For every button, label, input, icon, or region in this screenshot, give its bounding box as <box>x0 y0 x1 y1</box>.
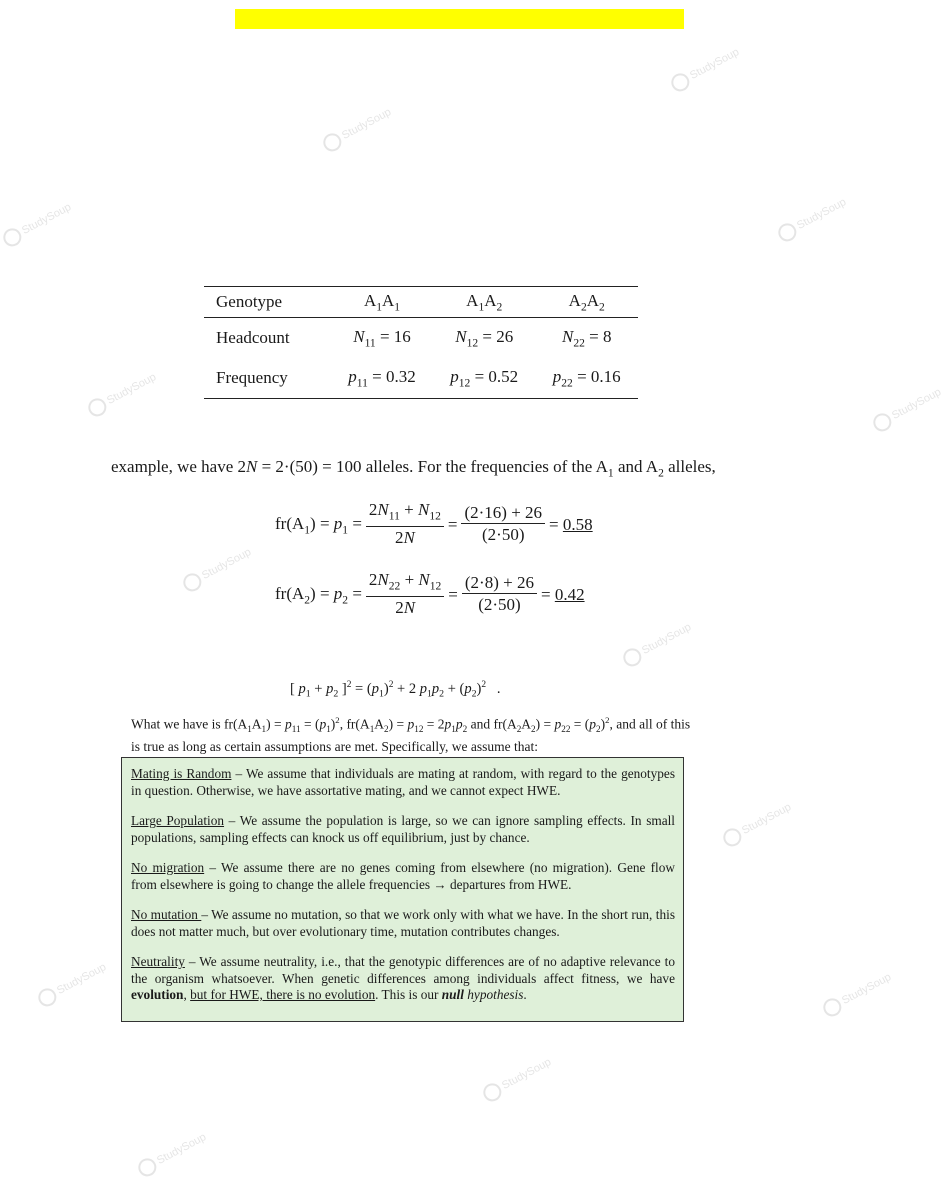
assumptions-intro: What we have is $fr(A_1A_1) = p_{11} = (p_1)^2$, $fr(A_1A_2) = p_{12} = 2p_1p_2$ and $fr(A_2A_2) = p_{22} = (p_2)^2$, and all of this is true as long as certain assumptions are met. Specifically, we assume that: <box>131 715 691 755</box>
watermark-text: StudySoup <box>740 801 794 837</box>
assumption-item <box>131 766 675 799</box>
watermark <box>0 198 75 249</box>
watermark-text: StudySoup <box>155 1131 209 1167</box>
underlined-phrase: but for HWE, there is no evolution <box>190 987 376 1002</box>
watermark <box>85 368 160 419</box>
assumption-text: . This is our <box>375 987 442 1002</box>
assumption-item <box>131 907 675 940</box>
table-cell: $N_{11} = 16$ <box>353 326 411 350</box>
assumption-text: – We assume neutrality, i.e., that the genotypic differences are of no adaptive relevance to the organism whatsoever. When genetic differences among individuals affect fitness, we have <box>131 954 675 986</box>
italic-term: hypothesis <box>463 987 524 1002</box>
table-cell: $p_{11} = 0.32$ <box>348 366 416 390</box>
watermark <box>135 1128 210 1179</box>
table-header: $A_1A_1$ <box>331 287 433 318</box>
watermark-text: StudySoup <box>840 971 894 1007</box>
fraction: $\frac{(2\cdot 8) + 26}{(2\cdot 50)}$ <box>462 573 537 616</box>
row-label: Headcount <box>216 328 290 347</box>
intro-sentence: example, we have 2N = 2·(50) = 100 alleles. For the frequencies of the $A_1$ and $A_2$ alleles, <box>111 457 716 480</box>
watermark-text: StudySoup <box>688 46 742 82</box>
watermark <box>620 618 695 669</box>
assumption-title: Mating is Random <box>131 766 232 781</box>
watermark-text: StudySoup <box>795 196 849 232</box>
assumption-text: – We assume no mutation, so that we work only with what we have. In the short run, this does not matter much, but over evolutionary time, mutation contributes changes. <box>131 907 675 939</box>
assumption-title: No mutation <box>131 907 202 922</box>
table-header-row <box>204 287 638 318</box>
watermark <box>180 543 255 594</box>
table-cell: $p_{22} = 0.16$ <box>552 366 621 390</box>
assumption-item <box>131 860 675 893</box>
assumption-item <box>131 813 675 846</box>
assumption-text: – We assume the population is large, so we can ignore sampling effects. In small populations, sampling effects can knock us off equilibrium, just by chance. <box>131 813 675 845</box>
fraction: $\frac{(2\cdot 16) + 26}{(2\cdot 50)}$ <box>461 503 545 546</box>
assumption-text: – We assume there are no genes coming from elsewhere (no migration). Gene flow from elsewhere is going to change the allele frequencies → departures from HWE. <box>131 860 675 892</box>
result-value: 0.42 <box>554 584 585 604</box>
table-cell: $N_{22} = 8$ <box>561 326 612 350</box>
bold-term: evolution <box>131 987 184 1002</box>
watermark-text: StudySoup <box>890 386 944 422</box>
highlight-bar <box>235 9 684 29</box>
watermark <box>820 968 895 1019</box>
binomial-expansion: [ $p_1 + p_2$ ]$^2 = (p_1)^2 + 2$ $p_1p_2 + (p_2)^2$ . <box>290 680 501 700</box>
fraction: $\frac{2N_{11} + N_{12}}{2N}$ <box>366 500 444 549</box>
table-header: $A_2A_2$ <box>535 287 638 318</box>
equation-fr-a2: $fr(A_2) = p_2$ = $\frac{2N_{22} + N_{12}}{2N}$ = $\frac{(2\cdot 8) + 26}{(2\cdot 50)}$ = 0.42 <box>275 570 585 618</box>
equation-lhs: $fr(A_2) = p_2$ = <box>275 583 362 606</box>
watermark-text: StudySoup <box>105 371 159 407</box>
bold-italic-term: null <box>441 987 464 1002</box>
watermark <box>480 1053 555 1104</box>
assumption-title: Large Population <box>131 813 225 828</box>
watermark-text: StudySoup <box>20 201 74 237</box>
watermark <box>870 383 945 434</box>
table-header: $A_1A_2$ <box>433 287 536 318</box>
watermark-text: StudySoup <box>55 961 109 997</box>
genotype-table <box>204 286 638 399</box>
watermark <box>720 798 795 849</box>
assumption-text: , <box>183 987 191 1002</box>
watermark-text: StudySoup <box>200 546 254 582</box>
watermark-text: StudySoup <box>500 1056 554 1092</box>
equation-fr-a1: $fr(A_1) = p_1$ = $\frac{2N_{11} + N_{12}}{2N}$ = $\frac{(2\cdot 16) + 26}{(2\cdot 50)}$ = 0.58 <box>275 500 593 548</box>
assumption-text: . <box>523 987 527 1002</box>
table-row <box>204 358 638 399</box>
row-label: Frequency <box>216 368 288 387</box>
equation-lhs: $fr(A_1) = p_1$ = <box>275 513 362 536</box>
table-header: Genotype <box>204 287 331 318</box>
watermark <box>775 193 850 244</box>
assumption-item <box>131 954 675 1004</box>
assumptions-box <box>121 757 684 1022</box>
fraction: $\frac{2N_{22} + N_{12}}{2N}$ <box>366 570 444 619</box>
watermark <box>320 103 395 154</box>
table-row <box>204 318 638 359</box>
assumption-text: – We assume that individuals are mating at random, with regard to the genotypes in question. Otherwise, we have assortative mating, and we cannot expect HWE. <box>131 766 675 798</box>
table-cell: $N_{12} = 26$ <box>455 326 514 350</box>
assumption-title: No migration <box>131 860 205 875</box>
table-cell: $p_{12} = 0.52$ <box>450 366 519 390</box>
result-value: 0.58 <box>562 514 593 534</box>
watermark-text: StudySoup <box>640 621 694 657</box>
assumption-title: Neutrality <box>131 954 185 969</box>
watermark-text: StudySoup <box>340 106 394 142</box>
watermark <box>35 958 110 1009</box>
watermark <box>668 43 743 94</box>
